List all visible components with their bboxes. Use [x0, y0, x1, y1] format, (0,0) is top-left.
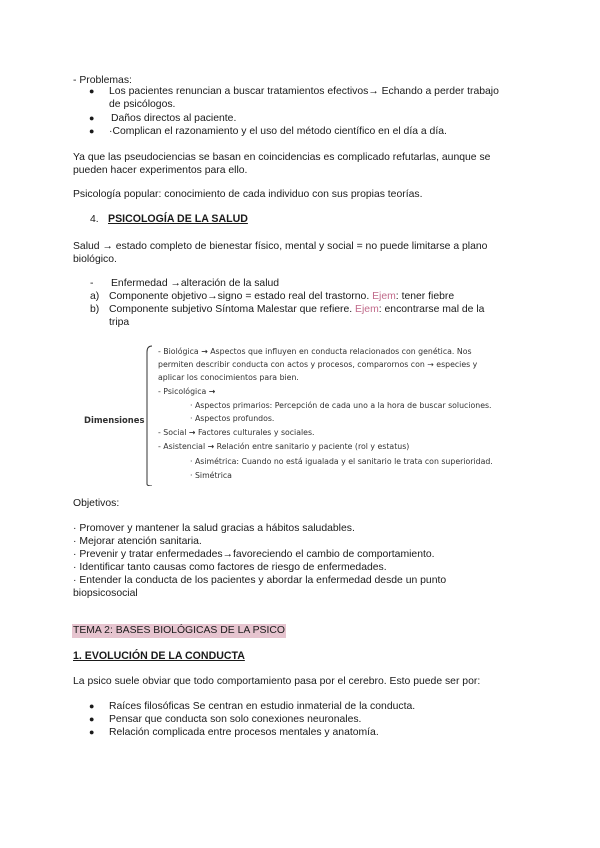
salud-line-1: Salud → estado completo de bienestar físico, mental y social = no puede limitarse a plano	[73, 241, 488, 252]
diagram-social-label: - Social	[158, 428, 187, 437]
diagram-label: Dimensiones	[84, 415, 145, 425]
arrow-icon: →	[208, 387, 216, 396]
section-title: PSICOLOGÍA DE LA SALUD	[108, 213, 248, 225]
diagram-line: · Aspectos primarios: Percepción de cada uno a la hora de buscar soluciones.	[190, 401, 492, 410]
objetivo-item-cont: biopsicosocial	[73, 588, 138, 599]
enfermedad-line: Enfermedad →alteración de la salud	[111, 278, 280, 289]
diagram-asistencial-text: Relación entre sanitario y paciente (rol y estatus)	[216, 442, 410, 451]
objetivo-item: · Identificar tanto causas como factores de riesgo de enfermedades.	[73, 562, 387, 573]
reason-item: Raíces filosóficas Se centran en estudio inmaterial de la conducta.	[109, 701, 416, 712]
diagram-asistencial-label: - Asistencial	[158, 442, 206, 451]
section-number: 4.	[90, 214, 99, 225]
component-a-text: Componente objetivo→signo = estado real del trastorno.	[109, 291, 370, 302]
component-a	[109, 290, 454, 303]
pseudo-para-line-1: Ya que las pseudociencias se basan en coincidencias es complicado refutarlas, aunque se	[73, 152, 491, 163]
bullet-icon: ●	[89, 113, 95, 123]
arrow-icon: →	[201, 347, 208, 356]
bullet-icon: ●	[89, 126, 95, 136]
diagram-biologica-text: Aspectos que influyen en conducta relacionados con genética. Nos	[210, 347, 472, 356]
objetivo-item: · Promover y mantener la salud gracias a hábitos saludables.	[73, 523, 355, 534]
diagram-psicologica	[158, 386, 215, 398]
pseudo-para-line-2: pueden hacer experimentos para ello.	[73, 165, 248, 176]
objetivo-item: · Mejorar atención sanitaria.	[73, 536, 202, 547]
diagram-line: aplicar los conocimientos para bien.	[158, 373, 299, 382]
diagram-asistencial	[158, 441, 409, 453]
problem-item-3: ·Complican el razonamiento y el uso del método científico en el día a día.	[109, 126, 447, 137]
problem-item-1: Los pacientes renuncian a buscar tratamientos efectivos→ Echando a perder trabajo	[109, 86, 499, 97]
ejem-label: Ejem	[355, 304, 379, 315]
component-b-example: : encontrarse mal de la	[378, 304, 485, 315]
diagram-line: · Asimétrica: Cuando no está igualada y el sanitario le trata con superioridad.	[190, 457, 493, 466]
enfermedad-dash: -	[90, 278, 94, 289]
diagram-biologica	[158, 346, 472, 358]
section1-title: 1. EVOLUCIÓN DE LA CONDUCTA	[73, 650, 245, 662]
objetivo-item: · Prevenir y tratar enfermedades→favoreciendo el cambio de comportamiento.	[73, 549, 435, 560]
salud-line-2: biológico.	[73, 254, 117, 265]
bullet-icon: ●	[89, 86, 95, 96]
objetivo-item: · Entender la conducta de los pacientes y abordar la enfermedad desde un punto	[73, 575, 447, 586]
ejem-label: Ejem	[372, 291, 396, 302]
diagram-social-text: Factores culturales y sociales.	[197, 428, 315, 437]
diagram-line: · Simétrica	[190, 471, 232, 480]
diagram-line: permiten describir conducta con actos y procesos, comparornos con → especies y	[158, 360, 478, 369]
component-b-text: Componente subjetivo Síntoma Malestar que refiere.	[109, 304, 353, 315]
reason-item: Pensar que conducta son solo conexiones neuronales.	[109, 714, 362, 725]
tema2-highlight: TEMA 2: BASES BIOLÓGICAS DE LA PSICO	[73, 625, 285, 636]
problems-heading: - Problemas:	[73, 75, 132, 86]
arrow-icon: →	[207, 442, 215, 451]
diagram-social	[158, 427, 315, 439]
popular-psychology-line: Psicología popular: conocimiento de cada individuo con sus propias teorías.	[73, 189, 423, 200]
list-marker-a: a)	[90, 291, 100, 302]
bullet-icon: ●	[89, 727, 95, 737]
arrow-icon: →	[188, 428, 196, 437]
objetivos-heading: Objetivos:	[73, 498, 120, 509]
diagram-biologica-label: - Biológica	[158, 347, 199, 356]
diagram-line: · Aspectos profundos.	[190, 414, 275, 423]
brace-icon	[142, 344, 156, 486]
psico-paragraph: La psico suele obviar que todo comportamiento pasa por el cerebro. Esto puede ser por:	[73, 676, 481, 687]
tema2-heading	[72, 624, 286, 637]
bullet-icon: ●	[89, 701, 95, 711]
bullet-icon: ●	[89, 714, 95, 724]
diagram-psicologica-label: - Psicológica	[158, 387, 207, 396]
component-b-cont: tripa	[109, 317, 130, 328]
component-a-example: : tener fiebre	[395, 291, 455, 302]
reason-item: Relación complicada entre procesos mentales y anatomía.	[109, 727, 379, 738]
list-marker-b: b)	[90, 304, 100, 315]
problem-item-1-cont: de psicólogos.	[109, 99, 176, 110]
dimensions-diagram	[78, 340, 518, 486]
component-b	[109, 303, 484, 316]
problem-item-2: Daños directos al paciente.	[111, 113, 237, 124]
